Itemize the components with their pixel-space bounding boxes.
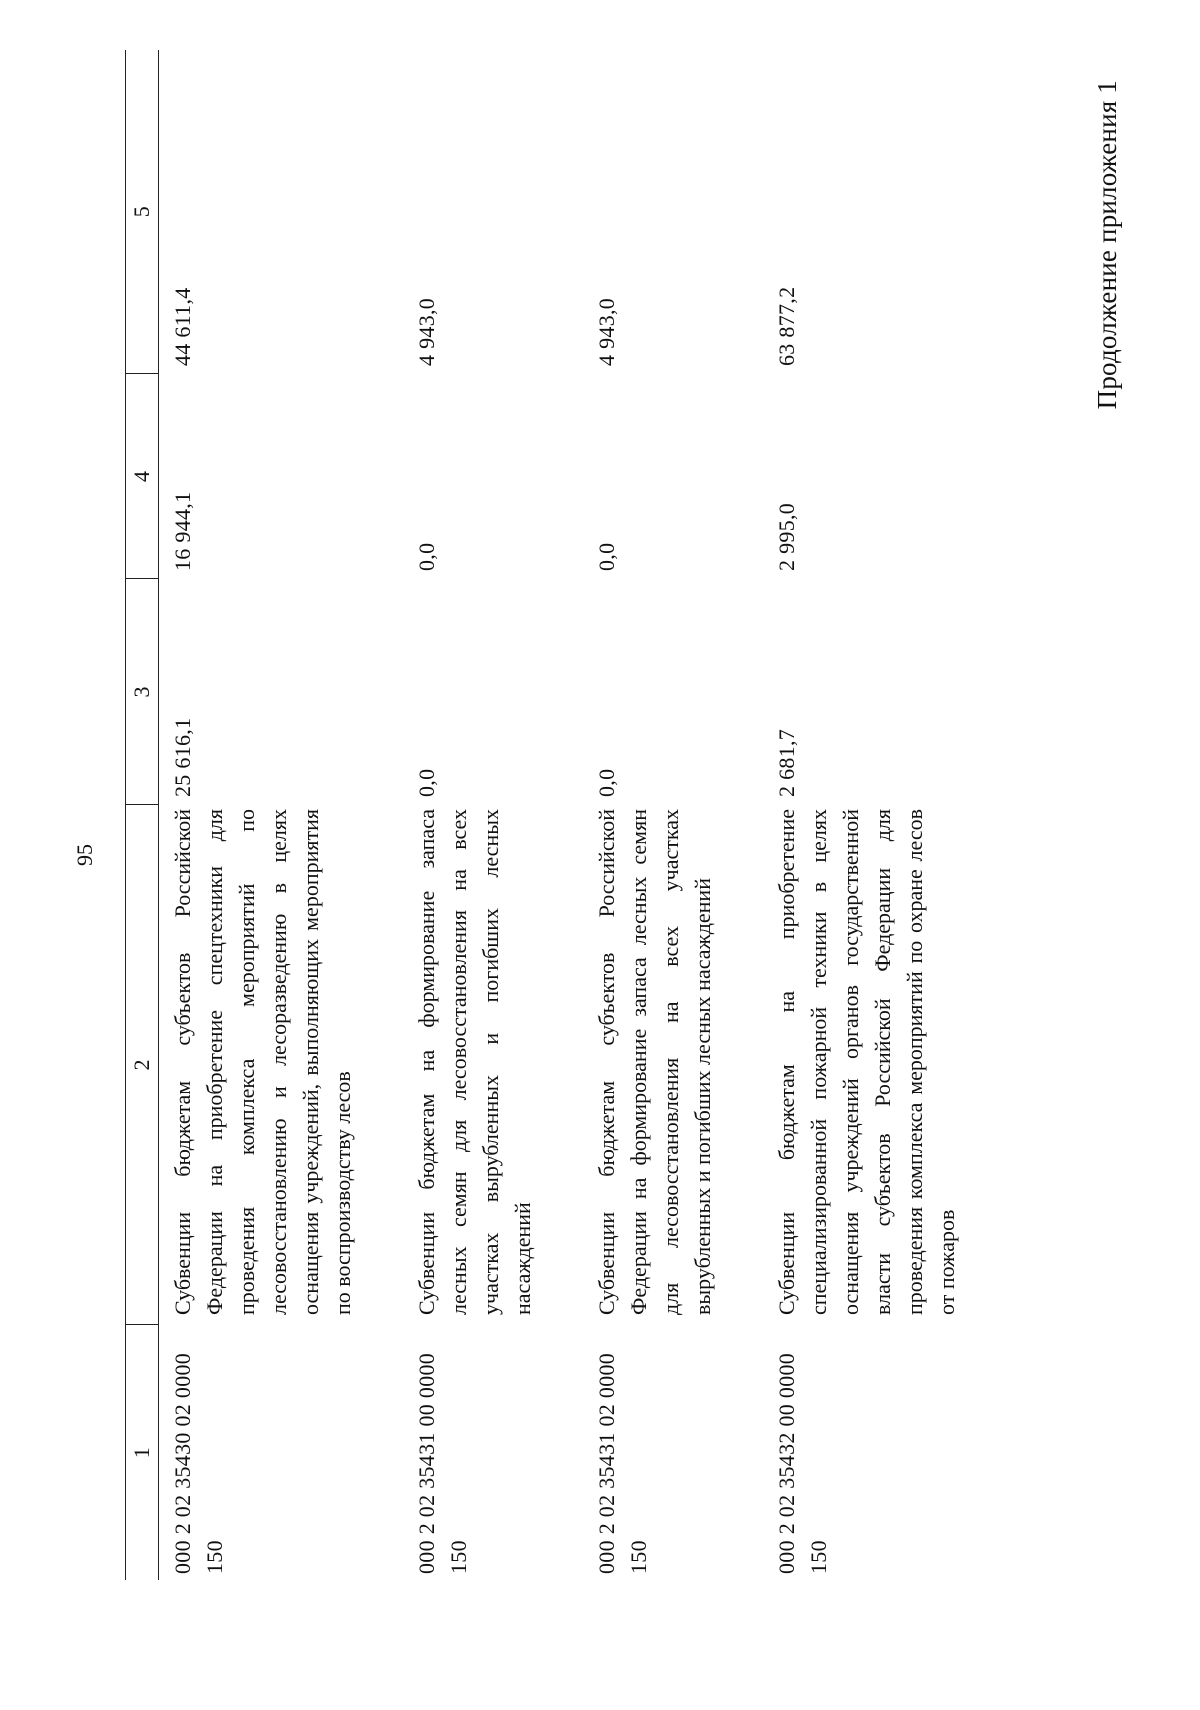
value-col3: 2 681,7: [774, 728, 799, 797]
row-description: Субвенции бюджетам субъектов Российской Федерации на приобретение спецтехники для проведения комплекса мероприятий по лесовосстановлению и лесоразведению в целях оснащения учреждений, выполняющих мероприятия по воспроизводству лесов: [170, 809, 355, 1315]
value-col5: 4 943,0: [594, 297, 619, 366]
column-number: 2: [126, 805, 159, 1325]
column-number: 3: [126, 579, 159, 805]
row-description: Субвенции бюджетам на формирование запаса лесных семян для лесовосстановления на всех участках вырубленных и погибших лесных насаждений: [414, 809, 535, 1315]
continuation-label: Продолжение приложения 1: [1092, 80, 1122, 410]
value-col4: 2 995,0: [774, 502, 799, 571]
budget-code: 000 2 02 35430 02 0000 150: [170, 1352, 227, 1574]
page-number: 95: [72, 844, 97, 866]
table-row: [403, 50, 539, 1580]
row-description: Субвенции бюджетам на приобретение специализированной пожарной техники в целях оснащения учреждений органов государственной власти субъектов Российской Федерации для проведения комплекса мероприятий по охране лесов от пожаров: [774, 809, 959, 1315]
column-number: 1: [126, 1325, 159, 1580]
budget-code: 000 2 02 35431 02 0000 150: [594, 1352, 651, 1574]
value-col5: 63 877,2: [774, 286, 799, 366]
table-row: [159, 50, 360, 1580]
value-col4: 0,0: [594, 542, 619, 571]
table-row: [583, 50, 719, 1580]
value-col4: 16 944,1: [170, 491, 195, 571]
value-col3: 0,0: [594, 768, 619, 797]
value-col3: 0,0: [414, 768, 439, 797]
value-col5: 4 943,0: [414, 297, 439, 366]
column-number: 4: [126, 374, 159, 579]
budget-code: 000 2 02 35432 00 0000 150: [774, 1352, 831, 1574]
value-col4: 0,0: [414, 542, 439, 571]
appendix-table: [125, 50, 963, 1580]
row-description: Субвенции бюджетам субъектов Российской Федерации на формирование запаса лесных семян для лесовосстановления на всех участках вырубленных и погибших лесных насаждений: [594, 809, 715, 1315]
table-row: [763, 50, 963, 1580]
value-col5: 44 611,4: [170, 287, 195, 366]
column-number: 5: [126, 50, 159, 374]
value-col3: 25 616,1: [170, 717, 195, 797]
column-number-row: [126, 50, 159, 1580]
budget-code: 000 2 02 35431 00 0000 150: [414, 1352, 471, 1574]
